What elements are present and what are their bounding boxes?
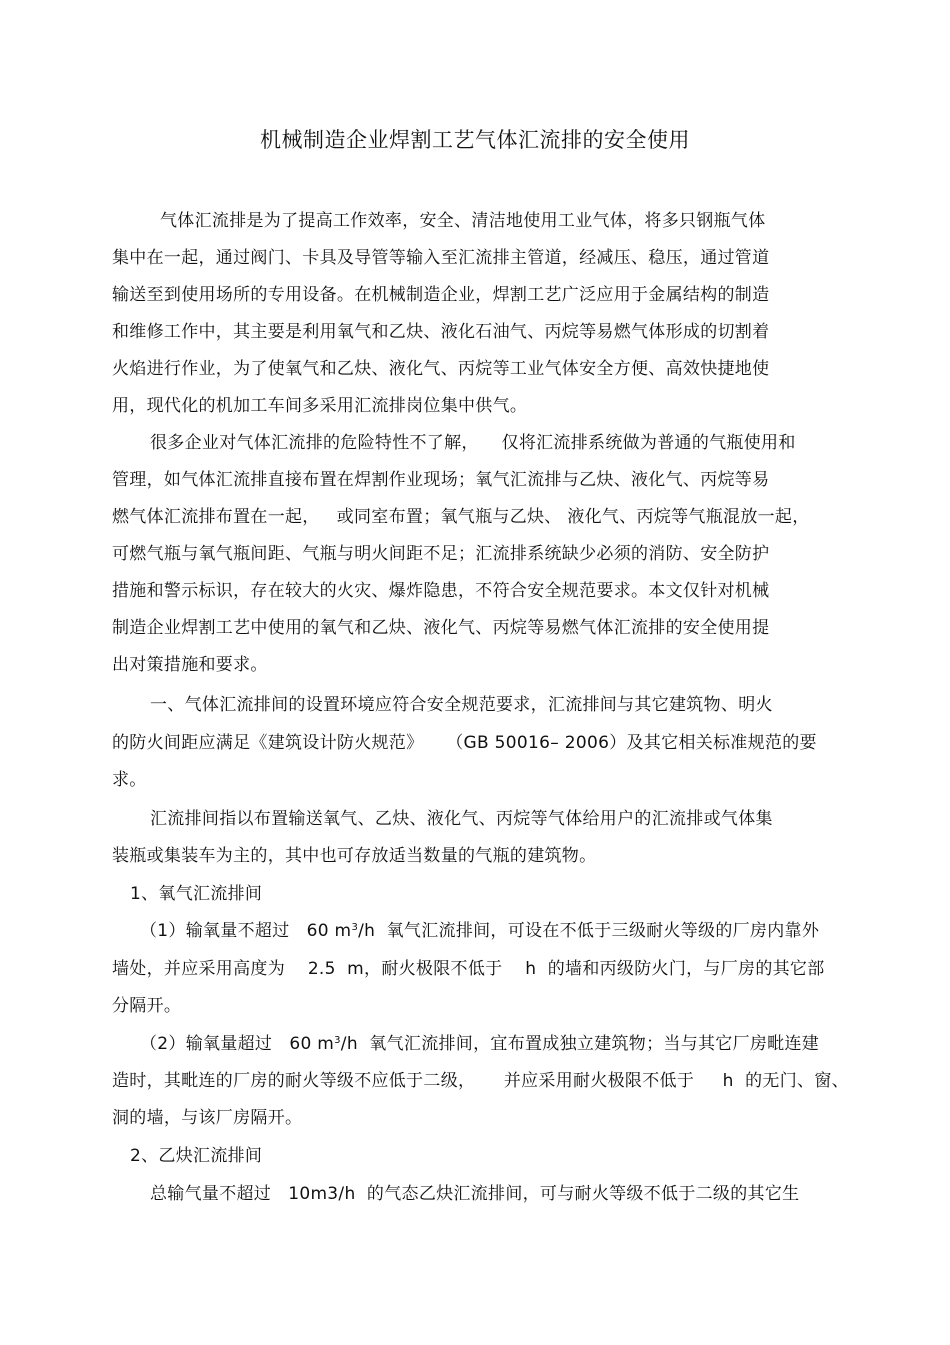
paragraph-line: 可燃气瓶与氧气瓶间距、气瓶与明火间距不足；汇流排系统缺少必须的消防、安全防护 — [112, 544, 770, 564]
paragraph-line: 输送至到使用场所的专用设备。在机械制造企业，焊割工艺广泛应用于金属结构的制造 — [112, 285, 770, 305]
paragraph-line: 装瓶或集装车为主的，其中也可存放适当数量的气瓶的建筑物。 — [112, 846, 597, 866]
paragraph-line: 管理，如气体汇流排直接布置在焊割作业现场；氧气汇流排与乙炔、液化气、丙烷等易 — [112, 470, 770, 490]
paragraph-line: 造时，其毗连的厂房的耐火等级不应低于二级， 并应采用耐火极限不低于 h 的无门、窗、 — [112, 1071, 849, 1091]
paragraph-line: 集中在一起，通过阀门、卡具及导管等输入至汇流排主管道，经减压、稳压，通过管道 — [112, 248, 770, 268]
paragraph-line — [140, 1033, 819, 1055]
section-heading: 一、气体汇流排间的设置环境应符合安全规范要求，汇流排间与其它建筑物、明火 — [150, 695, 773, 715]
subsection-heading: 2、乙炔汇流排间 — [130, 1146, 263, 1166]
paragraph-line: 火焰进行作业，为了使氧气和乙炔、液化气、丙烷等工业气体安全方便、高效快捷地使 — [112, 359, 770, 379]
paragraph-line: 求。 — [112, 770, 147, 790]
line-part: /h 氧气汇流排间，可设在不低于三级耐火等级的厂房内靠外 — [358, 921, 820, 941]
subsection-heading: 1、氧气汇流排间 — [130, 884, 263, 904]
superscript: 3 — [334, 1035, 341, 1046]
paragraph-line — [140, 920, 819, 942]
paragraph-line: 燃气体汇流排布置在一起， 或同室布置；氧气瓶与乙炔、 液化气、丙烷等气瓶混放一起， — [112, 507, 810, 527]
line-part: （1）输氧量不超过 60 m — [140, 921, 352, 941]
paragraph-line: 的防火间距应满足《建筑设计防火规范》 （GB 50016– 2006）及其它相关标准规范的要 — [112, 733, 817, 753]
paragraph-line: 汇流排间指以布置输送氧气、乙炔、液化气、丙烷等气体给用户的汇流排或气体集 — [150, 809, 773, 829]
paragraph-line: 气体汇流排是为了提高工作效率，安全、清洁地使用工业气体，将多只钢瓶气体 — [160, 211, 766, 231]
superscript: 3 — [351, 922, 359, 933]
paragraph-line: 措施和警示标识，存在较大的火灾、爆炸隐患，不符合安全规范要求。本文仅针对机械 — [112, 581, 770, 601]
paragraph-line: 总输气量不超过 10m3/h 的气态乙炔汇流排间，可与耐火等级不低于二级的其它生 — [150, 1184, 800, 1204]
paragraph-line: 墙处，并应采用高度为 2.5 m，耐火极限不低于 h 的墙和丙级防火门，与厂房的其它部 — [112, 959, 825, 979]
paragraph-line: 很多企业对气体汇流排的危险特性不了解， 仅将汇流排系统做为普通的气瓶使用和 — [150, 433, 796, 453]
paragraph-line: 用，现代化的机加工车间多采用汇流排岗位集中供气。 — [112, 396, 528, 416]
paragraph-line: 洞的墙，与该厂房隔开。 — [112, 1108, 303, 1128]
paragraph-line: 出对策措施和要求。 — [112, 655, 268, 675]
line-part: /h 氧气汇流排间，宜布置成独立建筑物；当与其它厂房毗连建 — [340, 1034, 820, 1054]
line-part: （2）输氧量超过 60 m — [140, 1034, 335, 1054]
paragraph-line: 制造企业焊割工艺中使用的氧气和乙炔、液化气、丙烷等易燃气体汇流排的安全使用提 — [112, 618, 770, 638]
document-title: 机械制造企业焊割工艺气体汇流排的安全使用 — [260, 128, 690, 152]
paragraph-line: 分隔开。 — [112, 996, 182, 1016]
paragraph-line: 和维修工作中，其主要是利用氧气和乙炔、液化石油气、丙烷等易燃气体形成的切割着 — [112, 322, 770, 342]
